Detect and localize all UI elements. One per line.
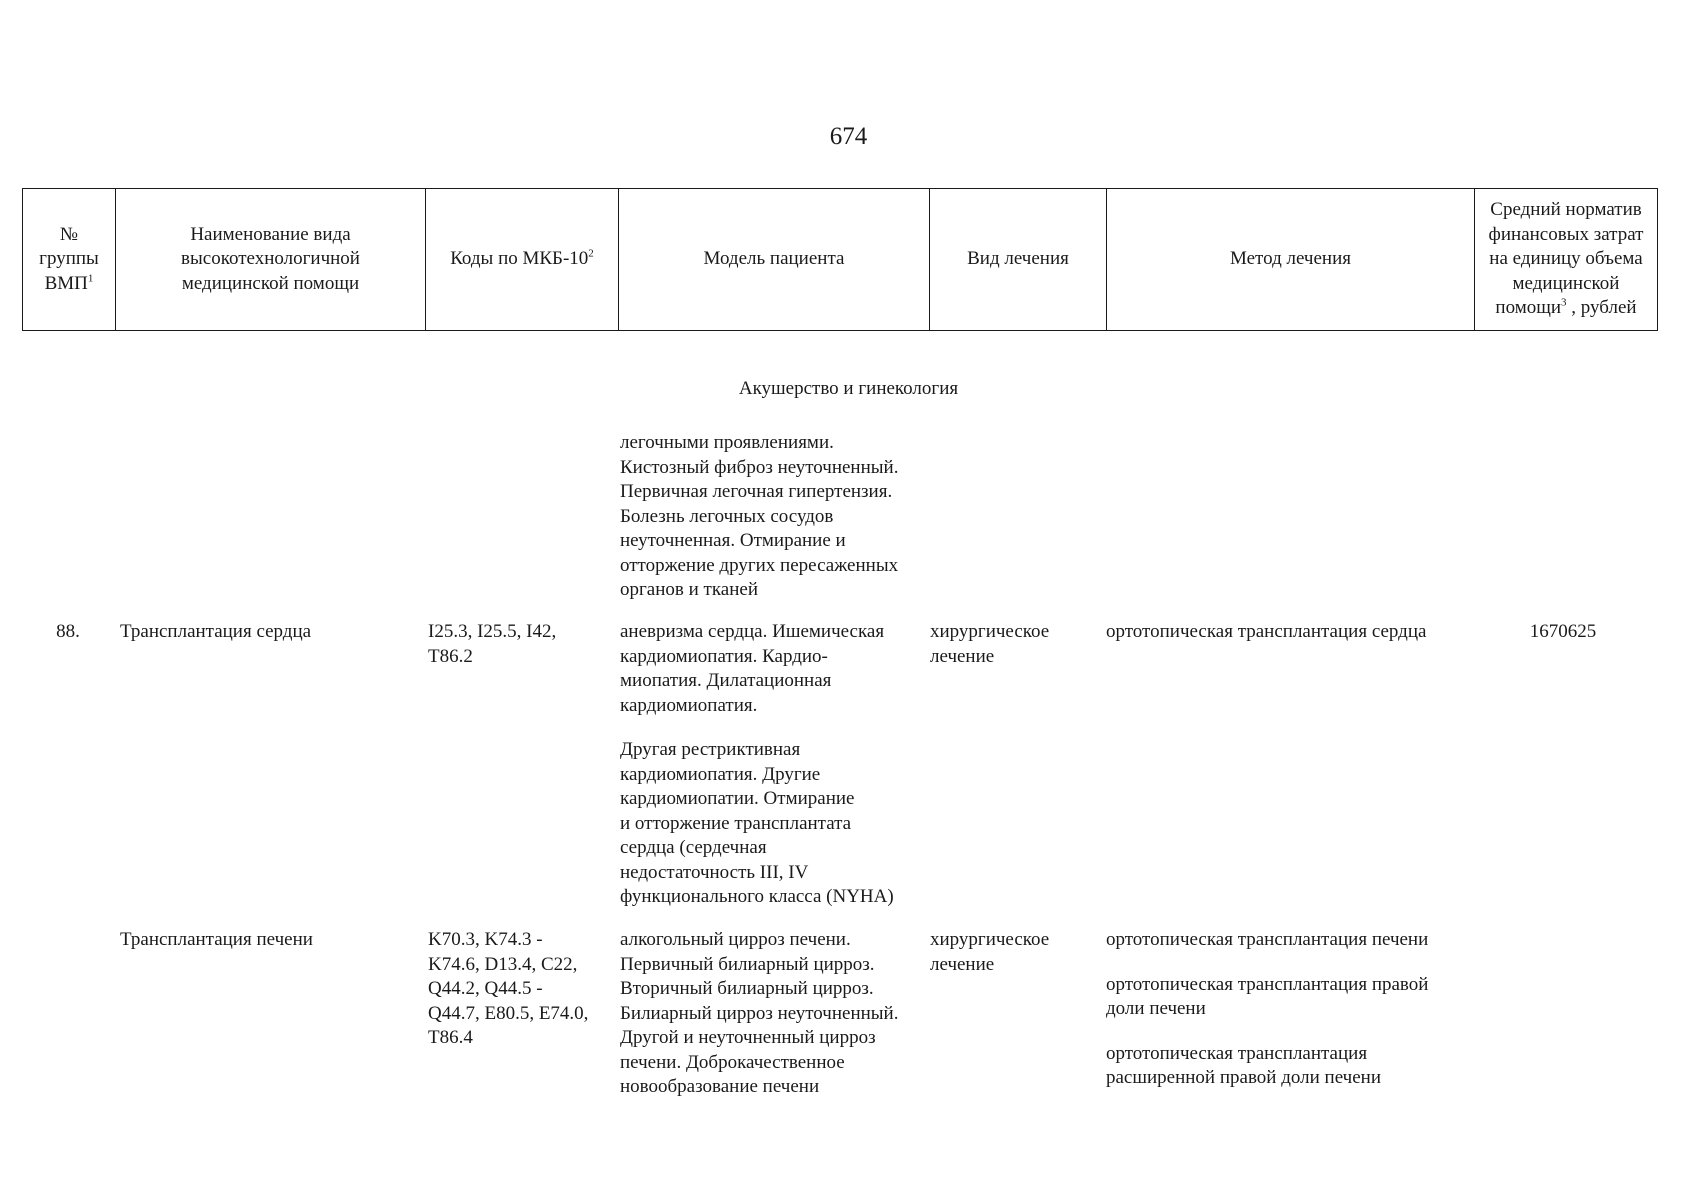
section-title: Акушерство и гинекология [738,378,959,399]
row-treatment-method: ортотопическая трансплантация сердца [1106,621,1427,642]
header-care-type-name: Наименование вида высокотехнологичной медицинской помощи [116,189,426,331]
row-group-number: 88. [56,621,80,642]
row-care-type-name: Трансплантация сердца [120,621,312,642]
header-patient-model: Модель пациента [619,189,930,331]
continued-patient-model: легочными проявлениями. Кистозный фиброз неуточненный. Первичная легочная гипертензия. Болезнь легочных сосудов неуточненная. Отмирание и отторжение других пересаженных органов и тканей [620,432,899,600]
method-item: ортотопическая трансплантация печени [1106,929,1429,950]
page-number: 674 [829,123,868,150]
row-patient-model: алкогольный цирроз печени. Первичный билиарный цирроз. Вторичный билиарный цирроз. Билиарный цирроз неуточненный. Другой и неуточненный цирроз печени. Доброкачественное новообразование печени [620,929,899,1097]
header-treatment-method: Метод лечения [1107,189,1475,331]
header-avg-cost: Средний норматив финансовых затрат на единицу объема медицинской помощи$^3$ , рублей [1475,189,1658,331]
row-patient-model: аневризма сердца. Ишемическая кардиомиопатия. Кардио- миопатия. Дилатационная кардиомиопатия. Другая рестриктивная кардиомиопатия. Другие кардиомиопатии. Отмирание и отторжение трансплантата сердца (сердечная недостаточность III, IV функционального класса (NYHA) [620,621,894,907]
row-treatment-type: хирургическое лечение [930,929,1050,975]
table-header [22,188,1658,331]
header-group-number: № группы ВМП$^1$ [23,189,116,331]
method-item: ортотопическая трансплантация [1106,1042,1368,1064]
row-treatment-type: хирургическое лечение [930,621,1050,667]
row-care-type-name: Трансплантация печени [120,929,313,950]
row-icd-codes: I25.3, I25.5, I42, T86.2 [428,621,557,667]
row-avg-cost: 1670625 [1529,621,1597,642]
header-icd-codes: Коды по МКБ-$10^2$ [426,189,619,331]
header-treatment-type: Вид лечения [930,189,1107,331]
row-treatment-methods: ортотопическая трансплантация печени ортотопическая трансплантация правой доли печени ортотопическая трансплантация расширенной правой доли печени [1106,928,1466,1091]
method-item: ортотопическая трансплантация правой [1106,973,1429,995]
row-icd-codes: K70.3, K74.3 - K74.6, D13.4, C22, Q44.2, Q44.5 - Q44.7, E80.5, E74.0, T86.4 [428,929,589,1048]
